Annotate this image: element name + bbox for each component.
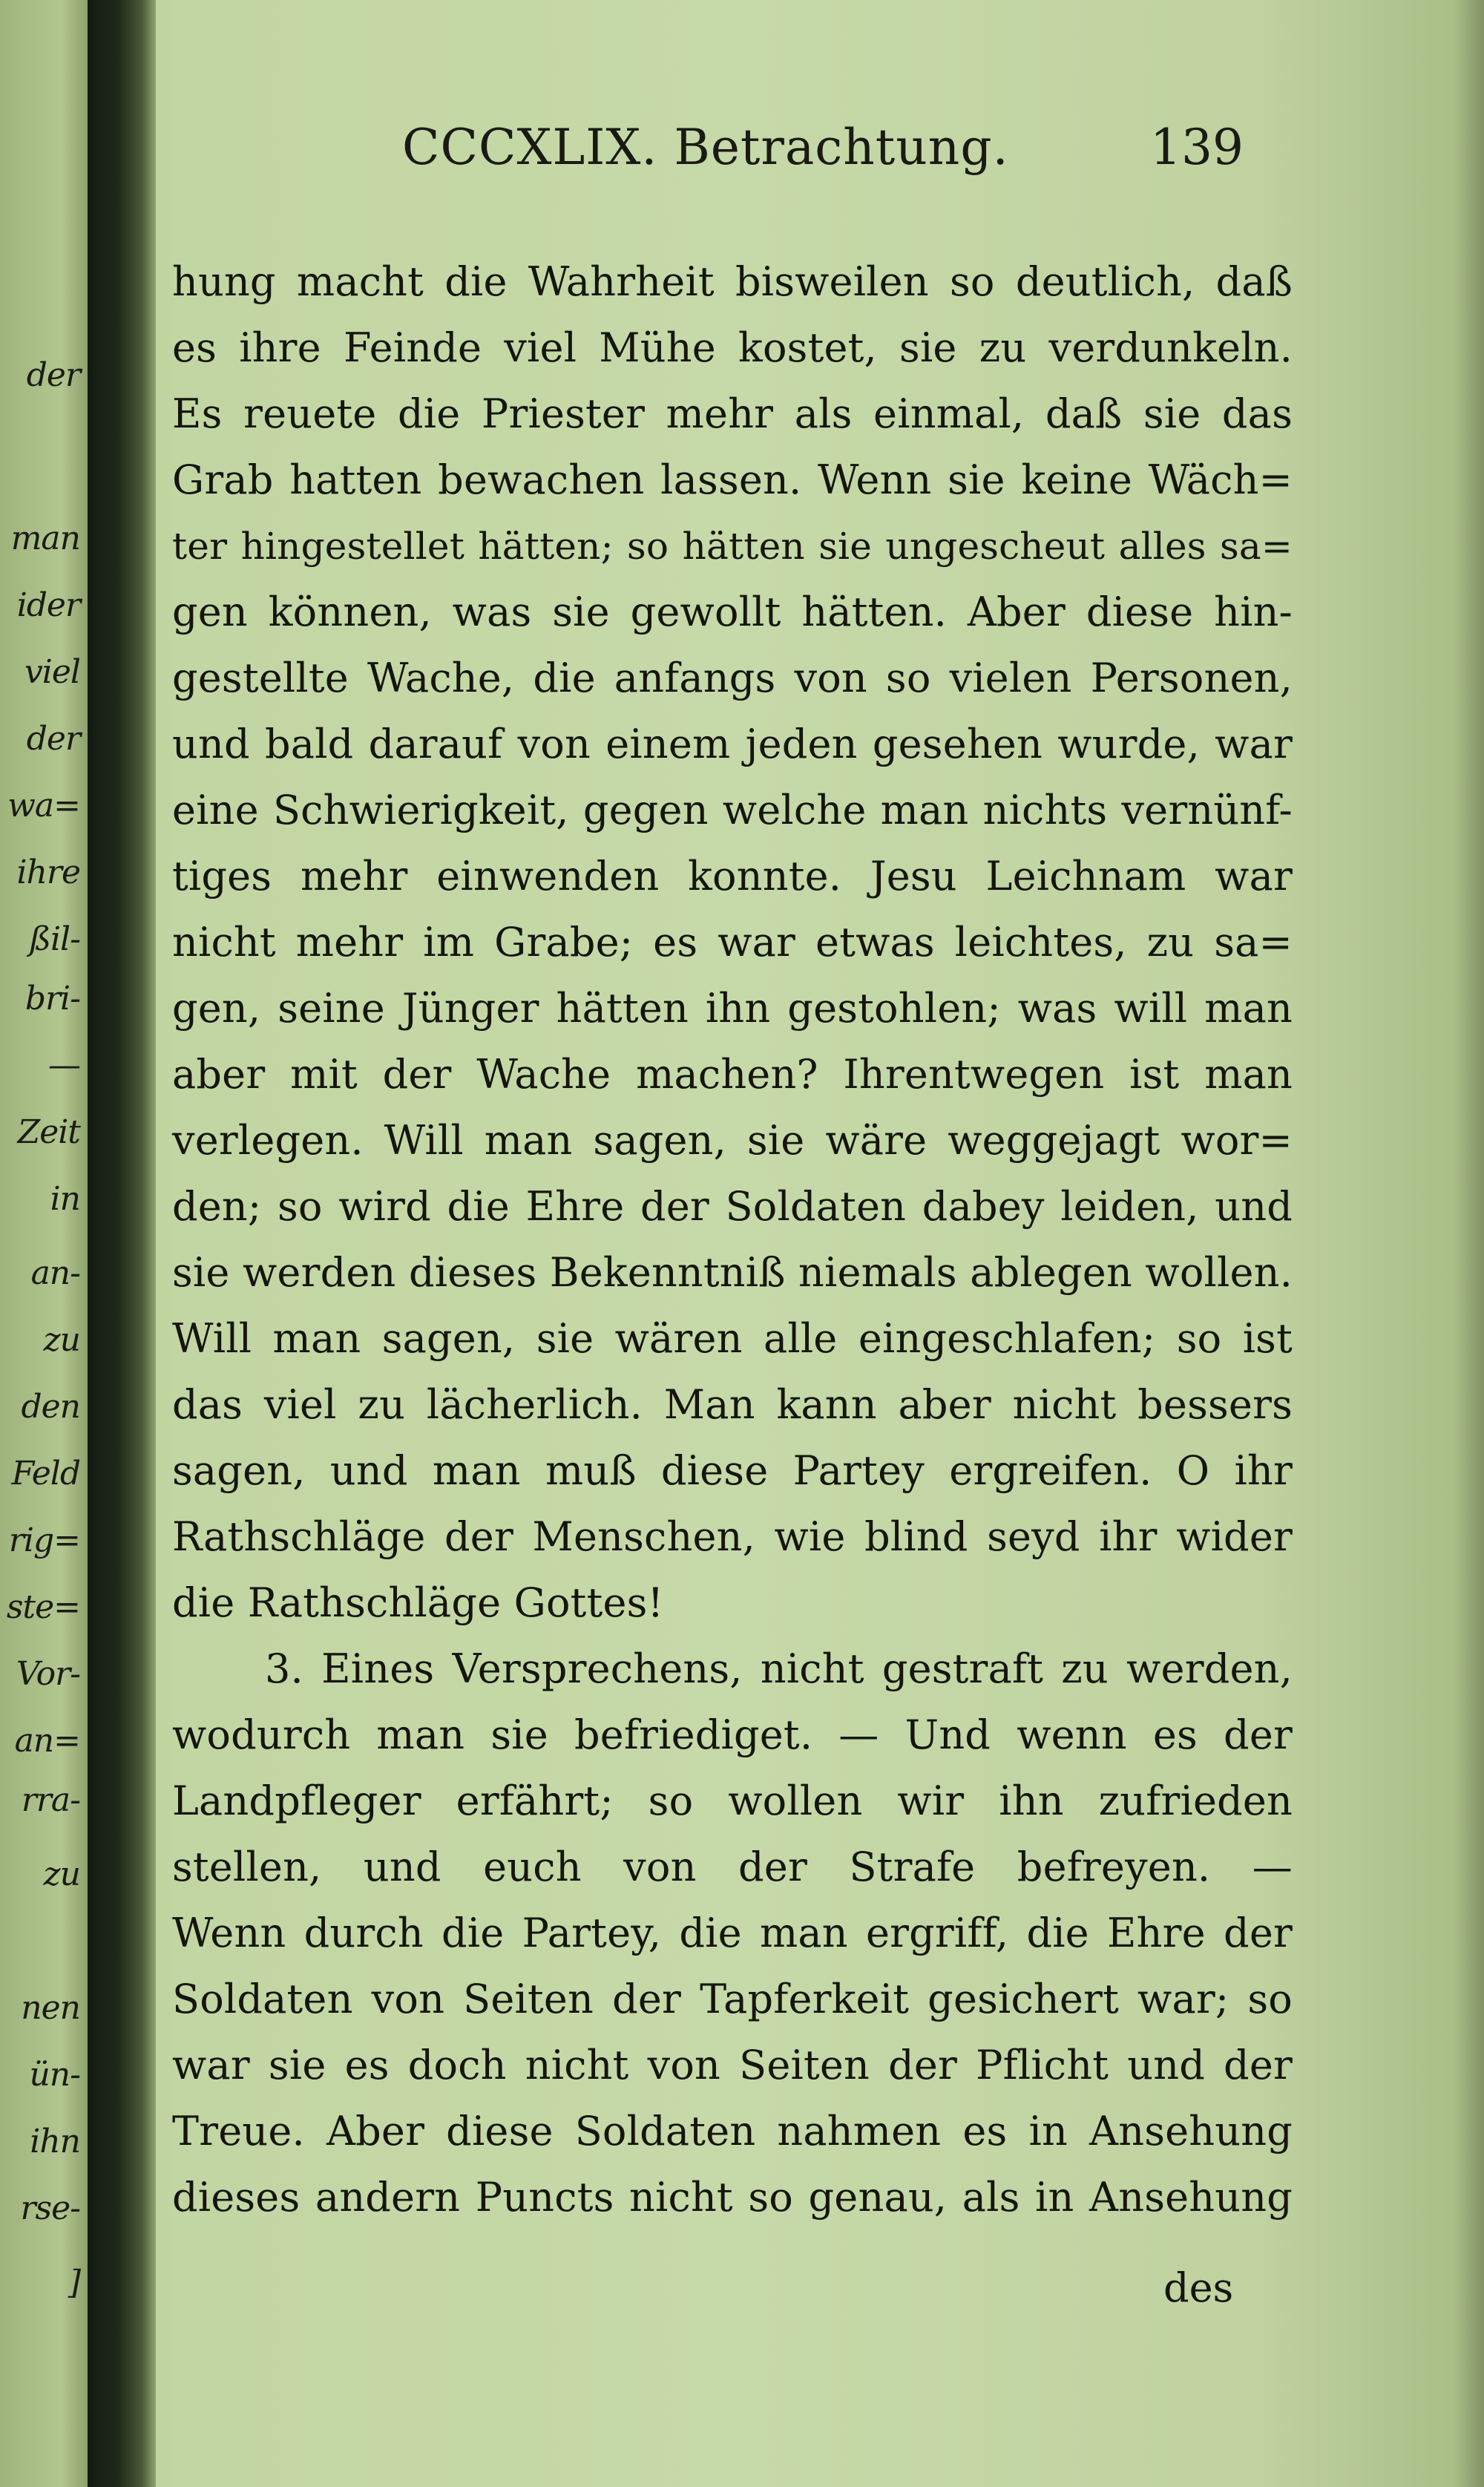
left-fragment: ün-	[29, 2056, 80, 2094]
text-line: dieses andern Puncts nicht so genau, als in Ansehung	[172, 2174, 1293, 2221]
left-fragment: rig=	[8, 1521, 80, 1559]
left-fragment: ihre	[16, 853, 80, 891]
left-fragment: an-	[30, 1254, 80, 1292]
text-line: eine Schwierigkeit, gegen welche man nichts vernünf-	[172, 787, 1293, 833]
left-fragment: ßil-	[29, 920, 80, 958]
text-line: hung macht die Wahrheit bisweilen so deutlich, daß	[172, 258, 1293, 305]
left-fragment: in	[50, 1180, 80, 1218]
text-line: und bald darauf von einem jeden gesehen wurde, war	[172, 721, 1293, 767]
page-number: 139	[1150, 119, 1244, 176]
left-fragment: Feld	[11, 1455, 80, 1492]
text-line: Wenn durch die Partey, die man ergriff, die Ehre der	[172, 1910, 1293, 1956]
text-line: den; so wird die Ehre der Soldaten dabey leiden, und	[172, 1183, 1293, 1230]
left-fragment: ]	[68, 2264, 80, 2301]
left-fragment: rra-	[21, 1781, 80, 1819]
text-line: sie werden dieses Bekenntniß niemals ablegen wollen.	[172, 1249, 1293, 1296]
text-line: das viel zu lächerlich. Man kann aber nicht bessers	[172, 1381, 1293, 1428]
text-line: Treue. Aber diese Soldaten nahmen es in Ansehung	[172, 2108, 1293, 2155]
text-line: Landpfleger erfährt; so wollen wir ihn zufrieden	[172, 1777, 1293, 1824]
left-fragment: der	[26, 356, 80, 394]
book-gutter	[88, 0, 156, 2487]
text-line: Es reuete die Priester mehr als einmal, daß sie das	[172, 390, 1293, 437]
text-line: Soldaten von Seiten der Tapferkeit gesichert war; so	[172, 1976, 1293, 2022]
left-page-fragments	[4, 0, 86, 2487]
page-title: CCCXLIX. Betrachtung.	[402, 119, 1009, 176]
text-line: 3. Eines Versprechens, nicht gestraft zu werden,	[265, 1645, 1293, 1692]
left-fragment: rse-	[20, 2189, 80, 2227]
text-line: es ihre Feinde viel Mühe kostet, sie zu verdunkeln.	[172, 324, 1293, 371]
left-fragment: ihn	[30, 2123, 80, 2160]
left-fragment: zu	[43, 1855, 80, 1893]
text-line: verlegen. Will man sagen, sie wäre weggejagt wor=	[172, 1117, 1293, 1164]
text-line: Grab hatten bewachen lassen. Wenn sie keine Wäch=	[172, 456, 1293, 503]
catchword: des	[1163, 2264, 1234, 2311]
left-fragment: —	[48, 1046, 80, 1084]
left-fragment: Vor-	[16, 1655, 80, 1693]
left-fragment: ste=	[6, 1588, 80, 1626]
text-line: nicht mehr im Grabe; es war etwas leichtes, zu sa=	[172, 919, 1293, 966]
text-line: gen, seine Jünger hätten ihn gestohlen; was will man	[172, 985, 1293, 1032]
left-fragment: viel	[24, 653, 80, 691]
left-fragment: nen	[21, 1989, 80, 2027]
running-head	[386, 119, 1261, 186]
text-line: war sie es doch nicht von Seiten der Pflicht und der	[172, 2042, 1293, 2088]
text-line: Will man sagen, sie wären alle eingeschlafen; so ist	[172, 1315, 1293, 1362]
left-fragment: bri-	[24, 980, 80, 1018]
text-line: die Rathschläge Gottes!	[172, 1579, 664, 1626]
left-fragment: an=	[14, 1722, 80, 1760]
text-line: gestellte Wache, die anfangs von so vielen Personen,	[172, 655, 1293, 701]
text-line: stellen, und euch von der Strafe befreyen. —	[172, 1844, 1293, 1890]
text-line: gen können, was sie gewollt hätten. Aber diese hin-	[172, 589, 1293, 635]
left-fragment: der	[26, 720, 80, 758]
left-fragment: wa=	[7, 787, 80, 825]
left-fragment: ider	[16, 586, 80, 624]
left-fragment: den	[21, 1388, 80, 1426]
left-fragment: zu	[43, 1321, 80, 1359]
text-line: ter hingestellet hätten; so hätten sie ungescheut alles sa=	[172, 525, 1293, 568]
left-fragment: Zeit	[17, 1113, 80, 1151]
text-line: wodurch man sie befriediget. — Und wenn es der	[172, 1711, 1293, 1758]
left-fragment: man	[10, 520, 80, 557]
text-line: aber mit der Wache machen? Ihrentwegen ist man	[172, 1051, 1293, 1098]
page-edge-shadow	[1454, 0, 1484, 2487]
text-line: Rathschläge der Menschen, wie blind seyd ihr wider	[172, 1513, 1293, 1560]
text-line: tiges mehr einwenden konnte. Jesu Leichnam war	[172, 853, 1293, 900]
text-line: sagen, und man muß diese Partey ergreifen. O ihr	[172, 1447, 1293, 1494]
